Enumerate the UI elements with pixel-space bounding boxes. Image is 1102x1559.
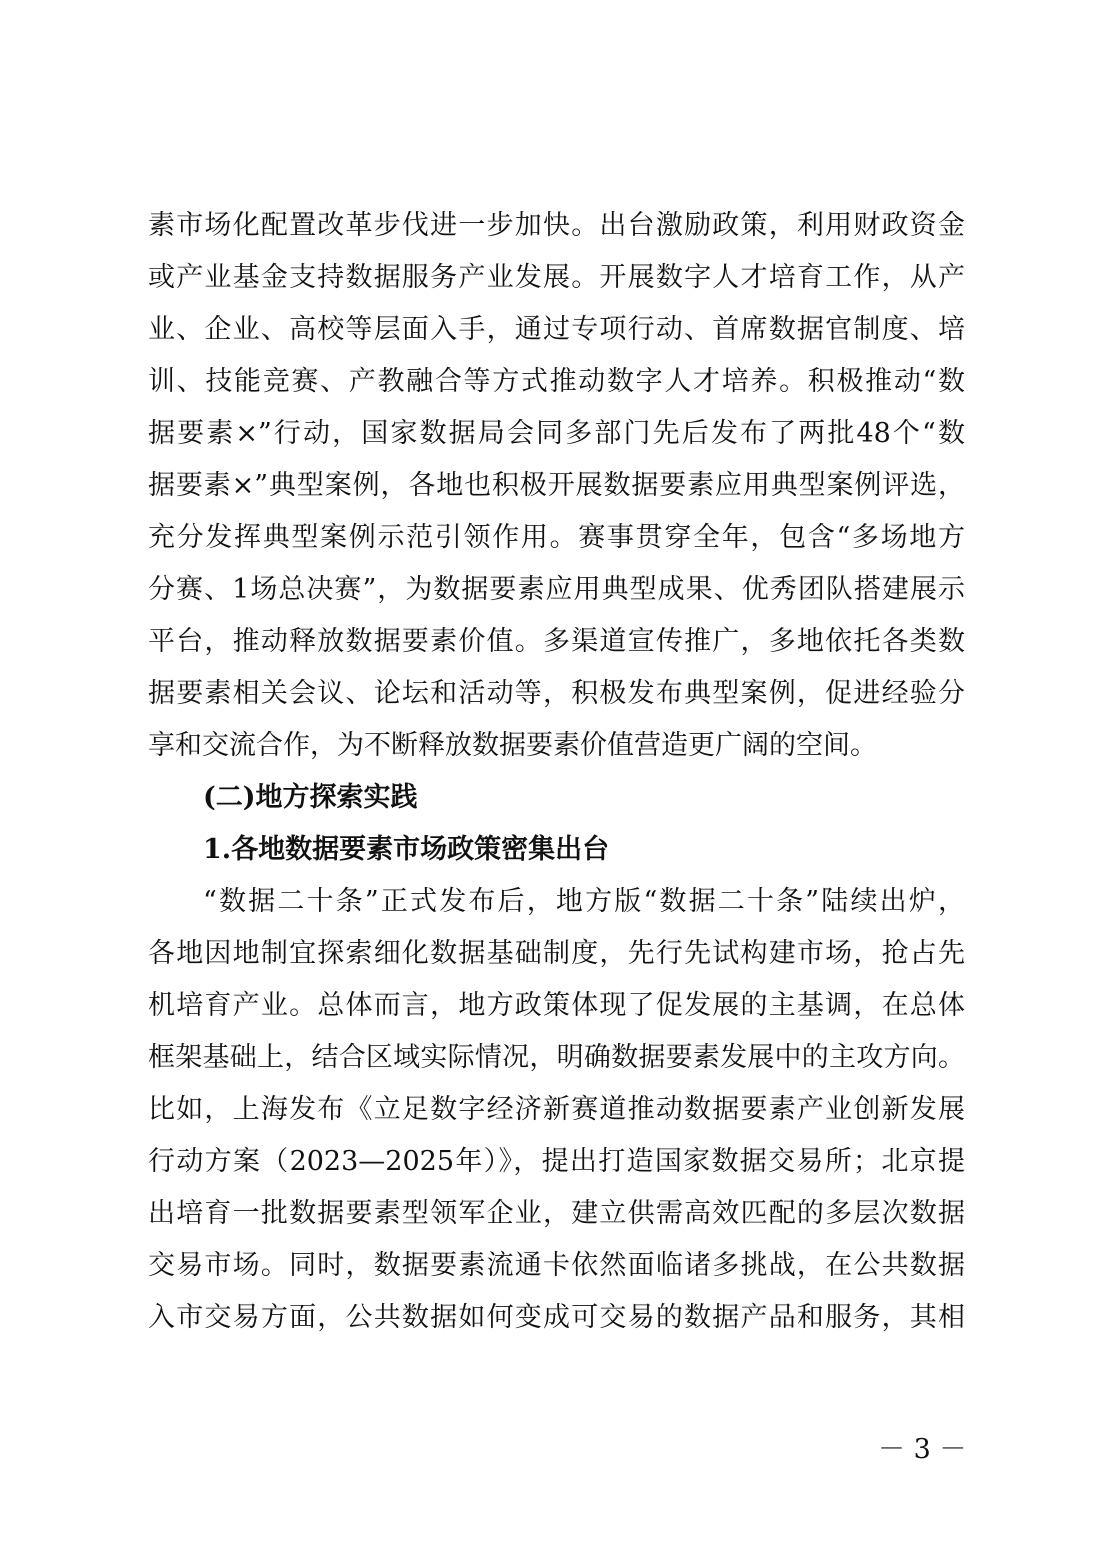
paragraph2-line: 框架基础上，结合区域实际情况，明确数据要素发展中的主攻方向。 — [148, 1042, 965, 1073]
paragraph1-line: 分赛、1场总决赛”，为数据要素应用典型成果、优秀团队搭建展示 — [148, 574, 965, 605]
paragraph2-line: 各地因地制宜探索细化数据基础制度，先行先试构建市场，抢占先 — [148, 938, 965, 969]
paragraph1-line: 充分发挥典型案例示范引领作用。赛事贯穿全年，包含“多场地方 — [148, 522, 965, 553]
paragraph2-line: 交易市场。同时，数据要素流通卡依然面临诸多挑战，在公共数据 — [148, 1250, 965, 1281]
paragraph1-line: 或产业基金支持数据服务产业发展。开展数字人才培育工作，从产 — [148, 262, 965, 293]
paragraph2-line: 入市交易方面，公共数据如何变成可交易的数据产品和服务，其相 — [148, 1302, 965, 1333]
paragraph2-line: 行动方案（2023—2025年）》，提出打造国家数据交易所；北京提 — [148, 1146, 965, 1177]
page-number: － 3 － — [878, 1434, 967, 1465]
paragraph1-line: 据要素×”行动，国家数据局会同多部门先后发布了两批48个“数 — [148, 418, 965, 449]
section-heading: (二)地方探索实践 — [203, 782, 418, 813]
paragraph2-line: 出培育一批数据要素型领军企业，建立供需高效匹配的多层次数据 — [148, 1198, 965, 1229]
paragraph1-line: 训、技能竞赛、产教融合等方式推动数字人才培养。积极推动“数 — [148, 366, 965, 397]
paragraph1-line: 据要素×”典型案例，各地也积极开展数据要素应用典型案例评选， — [148, 470, 965, 501]
paragraph1-line: 素市场化配置改革步伐进一步加快。出台激励政策，利用财政资金 — [148, 210, 965, 241]
paragraph1-line: 业、企业、高校等层面入手，通过专项行动、首席数据官制度、培 — [148, 314, 965, 345]
paragraph2-line: 机培育产业。总体而言，地方政策体现了促发展的主基调，在总体 — [148, 990, 965, 1021]
paragraph1-line: 享和交流合作，为不断释放数据要素价值营造更广阔的空间。 — [148, 730, 877, 761]
subsection-heading: 1.各地数据要素市场政策密集出台 — [203, 834, 610, 865]
paragraph2-line: “数据二十条”正式发布后，地方版“数据二十条”陆续出炉， — [203, 886, 965, 917]
paragraph2-line: 比如，上海发布《立足数字经济新赛道推动数据要素产业创新发展 — [148, 1094, 965, 1125]
paragraph1-line: 据要素相关会议、论坛和活动等，积极发布典型案例，促进经验分 — [148, 678, 965, 709]
paragraph1-line: 平台，推动释放数据要素价值。多渠道宣传推广，多地依托各类数 — [148, 626, 965, 657]
